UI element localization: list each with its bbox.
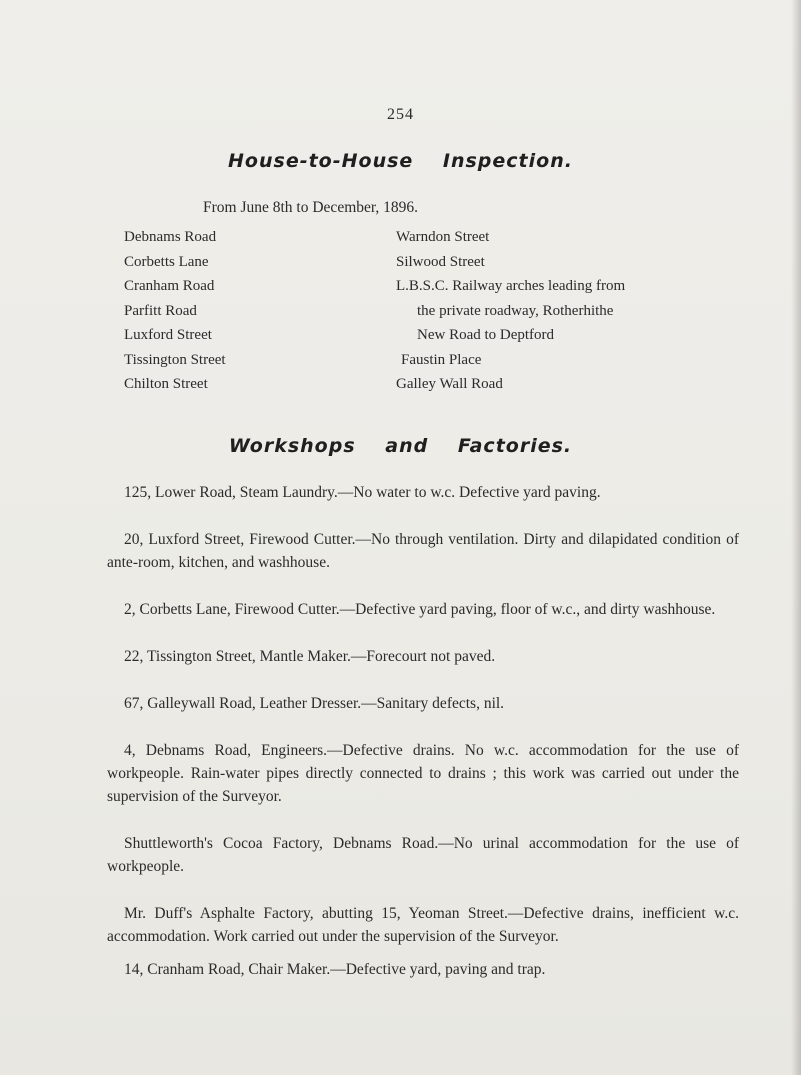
workshop-entry: 125, Lower Road, Steam Laundry.—No water to w.c. Defective yard paving. <box>124 484 601 501</box>
list-item: Silwood Street <box>396 253 485 270</box>
list-item: Parfitt Road <box>124 302 197 319</box>
workshop-entry: 20, Luxford Street, Firewood Cutter.—No through ventilation. Dirty and dilapidated condition of ante-room, kitchen, and washhouse. <box>107 531 739 571</box>
street-list-right <box>396 225 625 397</box>
date-range: From June 8th to December, 1896. <box>203 199 419 216</box>
list-item: Luxford Street <box>124 327 212 343</box>
list-item: Galley Wall Road <box>396 376 503 392</box>
workshop-entry: 22, Tissington Street, Mantle Maker.—Forecourt not paved. <box>124 648 496 665</box>
list-item: Corbetts Lane <box>124 253 209 270</box>
workshop-entry: Mr. Duff's Asphalte Factory, abutting 15, Yeoman Street.—Defective drains, inefficient w.c. accommodation. Work carried out under the supervision of the Surveyor. <box>107 905 739 945</box>
list-item: L.B.S.C. Railway arches leading from <box>396 278 626 294</box>
workshop-entries <box>107 481 739 1005</box>
list-item: New Road to Deptford <box>417 327 555 343</box>
list-item: Cranham Road <box>124 278 215 294</box>
list-item: Tissington Street <box>124 351 226 368</box>
page-number: 254 <box>387 106 414 123</box>
workshop-entry: 4, Debnams Road, Engineers.—Defective drains. No w.c. accommodation for the use of workpeople. Rain-water pipes directly connected to drains ; this work was carried out under the supervision of the Surveyor. <box>107 742 739 805</box>
list-item: Chilton Street <box>124 376 208 392</box>
section-heading-workshops: Workshops and Factories. <box>228 435 573 457</box>
list-item: the private roadway, Rotherhithe <box>417 302 614 319</box>
workshop-entry: Shuttleworth's Cocoa Factory, Debnams Road.—No urinal accommodation for the use of workpeople. <box>107 835 739 875</box>
workshop-entry: 2, Corbetts Lane, Firewood Cutter.—Defective yard paving, floor of w.c., and dirty washhouse. <box>124 601 716 618</box>
list-item: Warndon Street <box>396 229 490 245</box>
section-heading-house-inspection: House-to-House Inspection. <box>228 150 573 172</box>
list-item: Debnams Road <box>124 229 217 245</box>
street-list-left <box>124 225 226 397</box>
list-item: Faustin Place <box>401 351 482 368</box>
workshop-entry: 67, Galleywall Road, Leather Dresser.—Sanitary defects, nil. <box>124 695 505 712</box>
workshop-entry: 14, Cranham Road, Chair Maker.—Defective yard, paving and trap. <box>124 961 546 978</box>
